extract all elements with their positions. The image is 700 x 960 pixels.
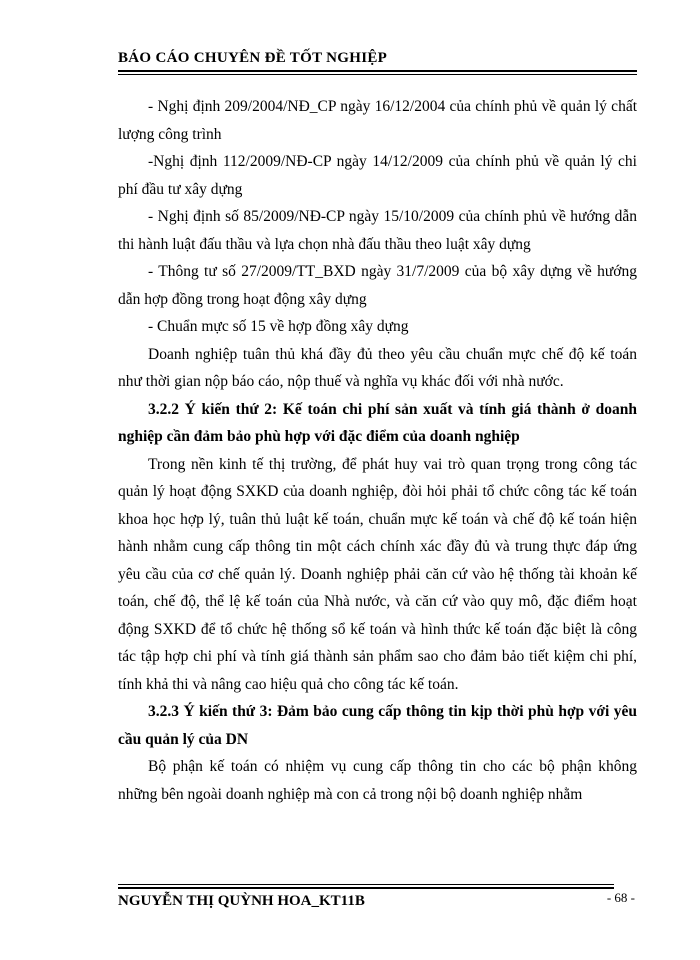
section-heading-3-2-3: 3.2.3 Ý kiến thứ 3: Đảm bảo cung cấp thông tin kịp thời phù hợp với yêu cầu quản lý của DN (118, 703, 637, 748)
document-body (118, 93, 637, 808)
section-body-3-2-2: Trong nền kinh tế thị trường, để phát huy vai trò quan trọng trong công tác quản lý hoạt động SXKD của doanh nghiệp, đòi hỏi phải tổ chức công tác kế toán khoa học hợp lý, tuân thủ luật kế toán, chuẩn mực kế toán và chế độ kế toán hiện hành nhằm cung cấp thông tin một cách chính xác đầy đủ và trung thực đáp ứng yêu cầu của cơ chế quản lý. Doanh nghiệp phải căn cứ vào hệ thống tài khoản kế toán, chế độ, thể lệ kế toán của Nhà nước, và căn cứ vào quy mô, đặc điểm hoạt động SXKD để tổ chức hệ thống sổ kế toán và hình thức kế toán đặc biệt là công tác tập hợp chi phí và tính giá thành sản phẩm sao cho đảm bảo tiết kiệm chi phí, tính khả thi và nâng cao hiệu quả cho công tác kế toán. (118, 455, 637, 693)
circular-item: - Thông tư số 27/2009/TT_BXD ngày 31/7/2009 của bộ xây dựng về hướng dẫn hợp đồng trong hoạt động xây dựng (118, 263, 637, 308)
footer-rule-secondary (118, 887, 614, 889)
page-header-title: BÁO CÁO CHUYÊN ĐỀ TỐT NGHIỆP (118, 50, 388, 66)
standard-item: - Chuẩn mực số 15 về hợp đồng xây dựng (148, 318, 409, 335)
header-rule-secondary (118, 74, 637, 75)
decree-item: - Nghị định số 85/2009/NĐ-CP ngày 15/10/2009 của chính phủ về hướng dẫn thi hành luật đấu thầu và lựa chọn nhà đấu thầu theo luật xây dựng (118, 208, 637, 253)
decree-item: - Nghị định 209/2004/NĐ_CP ngày 16/12/2004 của chính phủ về quản lý chất lượng công trình (118, 98, 637, 143)
page-number: - 68 - (606, 890, 635, 905)
section-body-3-2-3: Bộ phận kế toán có nhiệm vụ cung cấp thông tin cho các bộ phận không những bên ngoài doanh nghiệp mà con cả trong nội bộ doanh nghiệp nhằm (118, 758, 637, 803)
footer-author: NGUYỄN THỊ QUỲNH HOA_KT11B (118, 893, 365, 909)
decree-item: -Nghị định 112/2009/NĐ-CP ngày 14/12/2009 của chính phủ về quản lý chi phí đầu tư xây dựng (118, 153, 637, 198)
compliance-paragraph: Doanh nghiệp tuân thủ khá đầy đủ theo yêu cầu chuẩn mực chế độ kế toán như thời gian nộp báo cáo, nộp thuế và nghĩa vụ khác đối với nhà nước. (118, 345, 637, 390)
header-rule (118, 70, 637, 72)
section-heading-3-2-2: 3.2.2 Ý kiến thứ 2: Kế toán chi phí sản xuất và tính giá thành ở doanh nghiệp cần đảm bảo phù hợp với đặc điểm của doanh nghiệp (118, 400, 637, 445)
footer-rule (118, 884, 614, 885)
